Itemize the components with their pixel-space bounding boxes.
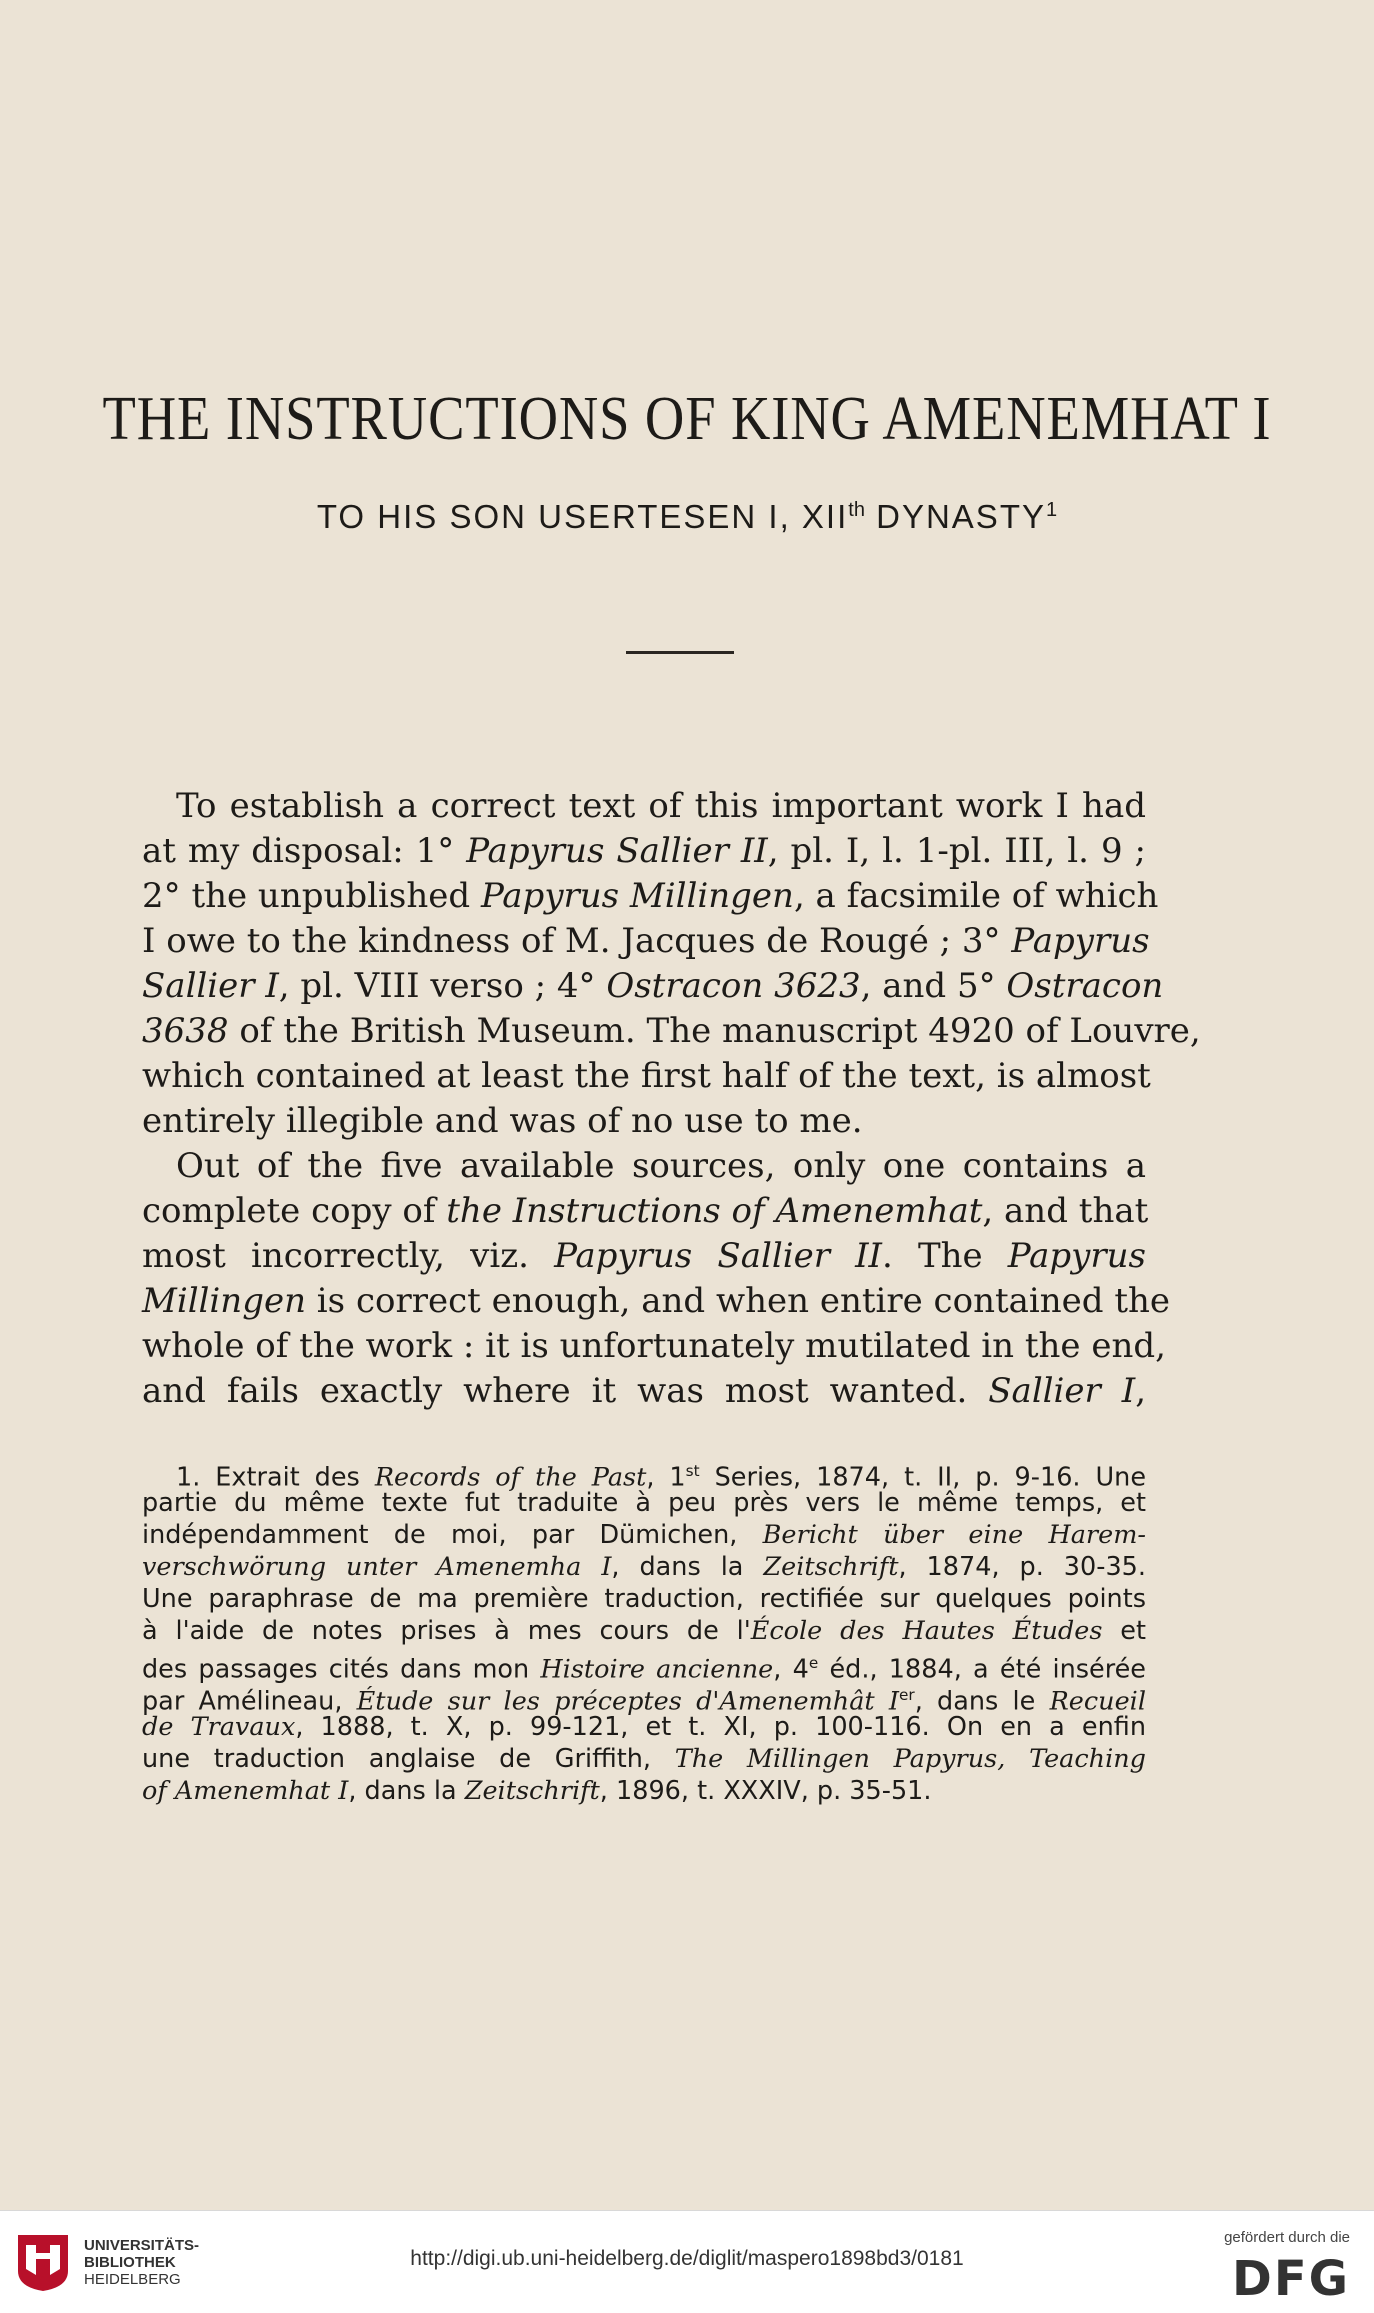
foot-text-run: Recueil (1049, 1686, 1146, 1717)
body-text-run: complete copy of (142, 1191, 447, 1231)
body-text-run: Papyrus Sallier II (554, 1236, 882, 1276)
foot-text-run: , 1874, p. 30-35. (898, 1552, 1146, 1582)
body-text-run: most incorrectly, viz. (142, 1236, 555, 1276)
body-line (142, 1054, 1151, 1099)
foot-text-run: , 1 (646, 1462, 686, 1493)
body-line (142, 1324, 1166, 1369)
body-text-run: , pl. I, l. 1-pl. III, l. 9 ; (767, 831, 1146, 871)
subtitle-superscript: th (848, 499, 865, 521)
foot-text-run: Histoire ancienne (540, 1654, 774, 1685)
foot-line (142, 1551, 1146, 1583)
footnote (142, 1455, 1146, 1807)
foot-line (142, 1743, 1146, 1775)
body-text-run: I owe to the kindness of M. Jacques de Rougé ; 3° (142, 921, 1012, 961)
foot-line (142, 1519, 1146, 1551)
foot-text-run: of Amenemhat I (142, 1776, 349, 1806)
body-line (142, 1009, 1201, 1054)
body-text-run: To establish a correct text of this important work I had (176, 786, 1146, 826)
foot-text-run: st (685, 1462, 700, 1480)
body-text-run: and fails exactly where it was most wanted. (142, 1371, 989, 1411)
body-text-run: which contained at least the first half of the text, is almost (142, 1056, 1151, 1096)
body-line (142, 964, 1164, 1009)
foot-text-run: Records of the Past (374, 1462, 647, 1493)
body-line (142, 1234, 1146, 1279)
foot-text-run: The Millingen Papyrus, Teaching (674, 1744, 1146, 1774)
foot-line (142, 1711, 1146, 1743)
body-line (142, 1144, 1146, 1189)
body-text-run: , and that (982, 1191, 1149, 1231)
body-text-run: whole of the work : it is unfortunately mutilated in the end, (142, 1326, 1166, 1366)
foot-text-run: indépendamment de moi, par Dümichen, (142, 1520, 763, 1550)
foot-text-run: , 1896, t. XXXIV, p. 35-51. (599, 1776, 932, 1806)
foot-line (142, 1455, 1147, 1493)
foot-text-run: , dans la (348, 1776, 465, 1806)
foot-text-run: , 4 (773, 1654, 809, 1685)
logo-line: BIBLIOTHEK (84, 2254, 176, 2271)
foot-text-run: Étude sur les préceptes d'Amenemhât I (356, 1686, 899, 1717)
body-text-run: , pl. VIII verso ; 4° (278, 966, 607, 1006)
body-text-run: Papyrus Sallier II (466, 831, 768, 871)
foot-line (142, 1647, 1147, 1685)
foot-text-run: verschwörung unter Amenemha I (142, 1552, 612, 1582)
logo-line: HEIDELBERG (84, 2271, 181, 2288)
body-text-run: 2° the unpublished (142, 876, 481, 916)
body-text-run: Papyrus (1011, 921, 1150, 961)
body-text-run: Out of the five available sources, only one contains a (176, 1146, 1146, 1186)
body-text-run: Papyrus (1007, 1236, 1146, 1276)
body-text-run: . The (881, 1236, 1008, 1276)
subtitle-dynasty: DYNASTY (864, 498, 1046, 535)
foot-text-run: , 1888, t. X, p. 99-121, et t. XI, p. 100-116. On en a enfin (295, 1712, 1146, 1742)
foot-text-run: 1. Extrait des (176, 1462, 375, 1493)
foot-line (142, 1583, 1146, 1615)
body-text-run: is correct enough, and when entire contained the (306, 1281, 1171, 1321)
foot-line (142, 1679, 1146, 1717)
foot-text-run: École des Hautes Études (750, 1616, 1103, 1646)
foot-text-run: Bericht über eine Harem- (762, 1520, 1147, 1550)
funding-note: gefördert durch die (1224, 2229, 1350, 2246)
foot-text-run: partie du même texte fut traduite à peu près vers le même temps, et (142, 1488, 1146, 1518)
body-text (142, 784, 1201, 1414)
foot-line (142, 1487, 1146, 1519)
foot-text-run: de Travaux (142, 1712, 296, 1742)
permalink-url[interactable]: http://digi.ub.uni-heidelberg.de/diglit/maspero1898bd3/0181 (410, 2247, 964, 2270)
footnote-reference: 1 (1046, 499, 1058, 521)
body-text-run: of the British Museum. The manuscript 4920 of Louvre, (228, 1011, 1201, 1051)
title-divider (626, 651, 734, 654)
viewer-footer (0, 2210, 1374, 2313)
dfg-logo: DFG (1231, 2251, 1350, 2307)
body-line (142, 829, 1146, 874)
body-text-run: Ostracon (1006, 966, 1164, 1006)
body-line (142, 919, 1150, 964)
body-text-run: Ostracon 3623 (606, 966, 861, 1006)
body-line (142, 874, 1159, 919)
body-text-run: entirely illegible and was of no use to me. (142, 1101, 863, 1141)
foot-text-run: er (899, 1686, 915, 1704)
foot-text-run: à l'aide de notes prises à mes cours de l' (142, 1616, 751, 1646)
foot-text-run: des passages cités dans mon (142, 1654, 541, 1685)
foot-text-run: , dans la (611, 1552, 764, 1582)
page-subtitle (0, 498, 1374, 536)
body-text-run: Sallier I (988, 1371, 1136, 1411)
foot-line (142, 1775, 1146, 1807)
foot-text-run: Zeitschrift (464, 1776, 600, 1806)
body-text-run: the Instructions of Amenemhat (446, 1191, 983, 1231)
body-text-run: at my disposal: 1° (142, 831, 467, 871)
foot-text-run: Zeitschrift (763, 1552, 899, 1582)
logo-line: UNIVERSITÄTS- (84, 2237, 200, 2254)
body-text-run: , (1135, 1371, 1147, 1411)
foot-text-run: , dans le (914, 1686, 1050, 1717)
subtitle-text: TO HIS SON USERTESEN I, XII (316, 498, 849, 535)
foot-text-run: et (1102, 1616, 1146, 1646)
foot-text-run: Series, 1874, t. II, p. 9-16. Une (699, 1462, 1147, 1493)
page-title: THE INSTRUCTIONS OF KING AMENEMHAT I (102, 385, 1272, 453)
body-text-run: Sallier I (142, 966, 279, 1006)
body-text-run: , a facsimile of which (793, 876, 1159, 916)
body-text-run: Millingen (142, 1281, 306, 1321)
foot-text-run: éd., 1884, a été insérée (818, 1654, 1147, 1685)
body-text-run: , and 5° (860, 966, 1007, 1006)
foot-text-run: e (808, 1654, 819, 1672)
body-line (142, 784, 1146, 829)
body-line (142, 1279, 1171, 1324)
foot-text-run: Une paraphrase de ma première traduction, rectifiée sur quelques points (142, 1584, 1146, 1614)
body-line (142, 1369, 1146, 1414)
body-line (142, 1099, 1146, 1144)
foot-text-run: une traduction anglaise de Griffith, (142, 1744, 675, 1774)
foot-line (142, 1615, 1146, 1647)
body-line (142, 1189, 1149, 1234)
body-text-run: 3638 (142, 1011, 229, 1051)
body-text-run: Papyrus Millingen (480, 876, 794, 916)
foot-text-run: par Amélineau, (142, 1686, 357, 1717)
